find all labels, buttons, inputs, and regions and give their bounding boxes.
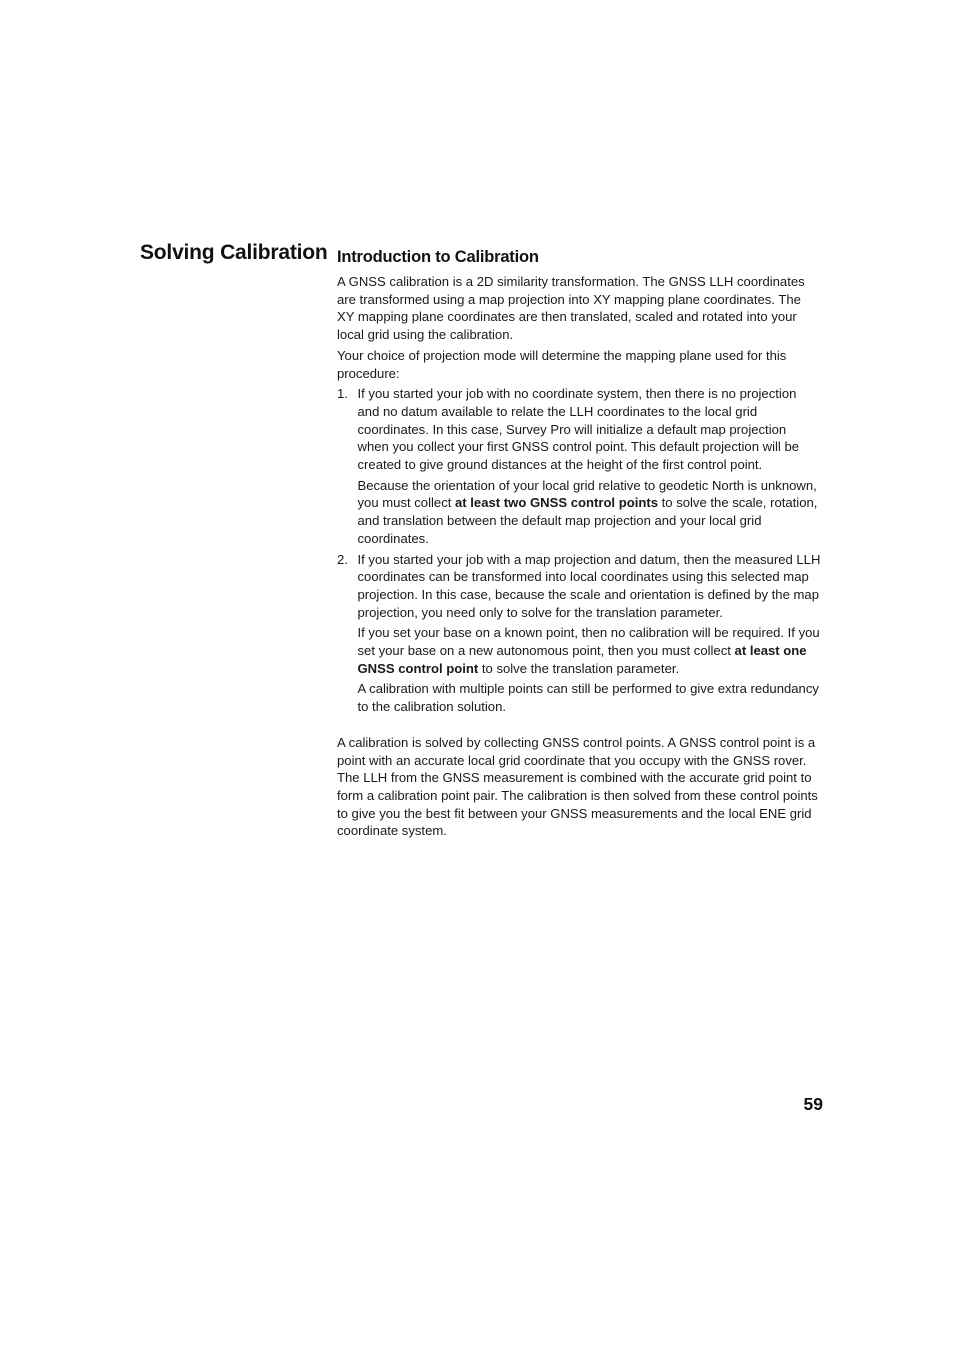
list-item-text: A calibration with multiple points can still be performed to give extra redundancy to the calibration solution. [357,681,819,715]
emphasis-text: at least one GNSS control point [357,643,807,676]
list-item [337,551,821,716]
page-number: 59 [803,1094,823,1114]
list-item-number: 1. [337,386,348,402]
control-points-paragraph: A calibration is solved by collecting GNSS control points. A GNSS control point is a point with an accurate local grid coordinate that you occupy with the GNSS rover. The LLH from the GNSS measurement is combined with the accurate grid point to form a calibration point pair. The calibration is then solved from these control points to give you the best fit between your GNSS measurements and the local ENE grid coordinate system. [337,734,818,839]
list-item-text [358,624,822,677]
text-run: Because the orientation of your local grid relative to geodetic North is unknown, you must collect [357,477,817,511]
list-item-text: If you started your job with a map projection and datum, then the measured LLH coordinates can be transformed into local coordinates using this selected map projection. In this case, because the scale and orientation is defined by the map projection, you need only to solve for the translation parameter. [357,551,821,620]
list-item-number: 2. [337,551,348,567]
emphasis-text: at least two GNSS control points [455,495,658,511]
list-item-text [358,477,822,548]
main-content [337,246,821,843]
text-run: to solve the scale, rotation, and translation between the default map projection and your local grid coordinates. [357,495,818,546]
page-heading: Introduction to Calibration [337,248,539,266]
list-item [337,385,821,547]
projection-mode-list [337,385,821,716]
section-title: Solving Calibration [140,241,328,264]
text-run: to solve the translation parameter. [478,660,680,676]
projection-mode-paragraph: Your choice of projection mode will determine the mapping plane used for this procedure: [337,347,787,381]
text-run: If you set your base on a known point, then no calibration will be required. If you set your base on a new autonomous point, then you must collect [357,625,820,659]
intro-paragraph: A GNSS calibration is a 2D similarity transformation. The GNSS LLH coordinates are transformed using a map projection into XY mapping plane coordinates. The XY mapping plane coordinates are then translated, scaled and rotated into your local grid using the calibration. [337,274,805,343]
list-item-text: If you started your job with no coordinate system, then there is no projection and no datum available to relate the LLH coordinates to the local grid coordinates. In this case, Survey Pro will initialize a default map projection when you collect your first GNSS control point. This default projection will be created to give ground distances at the height of the first control point. [357,386,800,473]
paragraph-spacer [337,719,821,734]
